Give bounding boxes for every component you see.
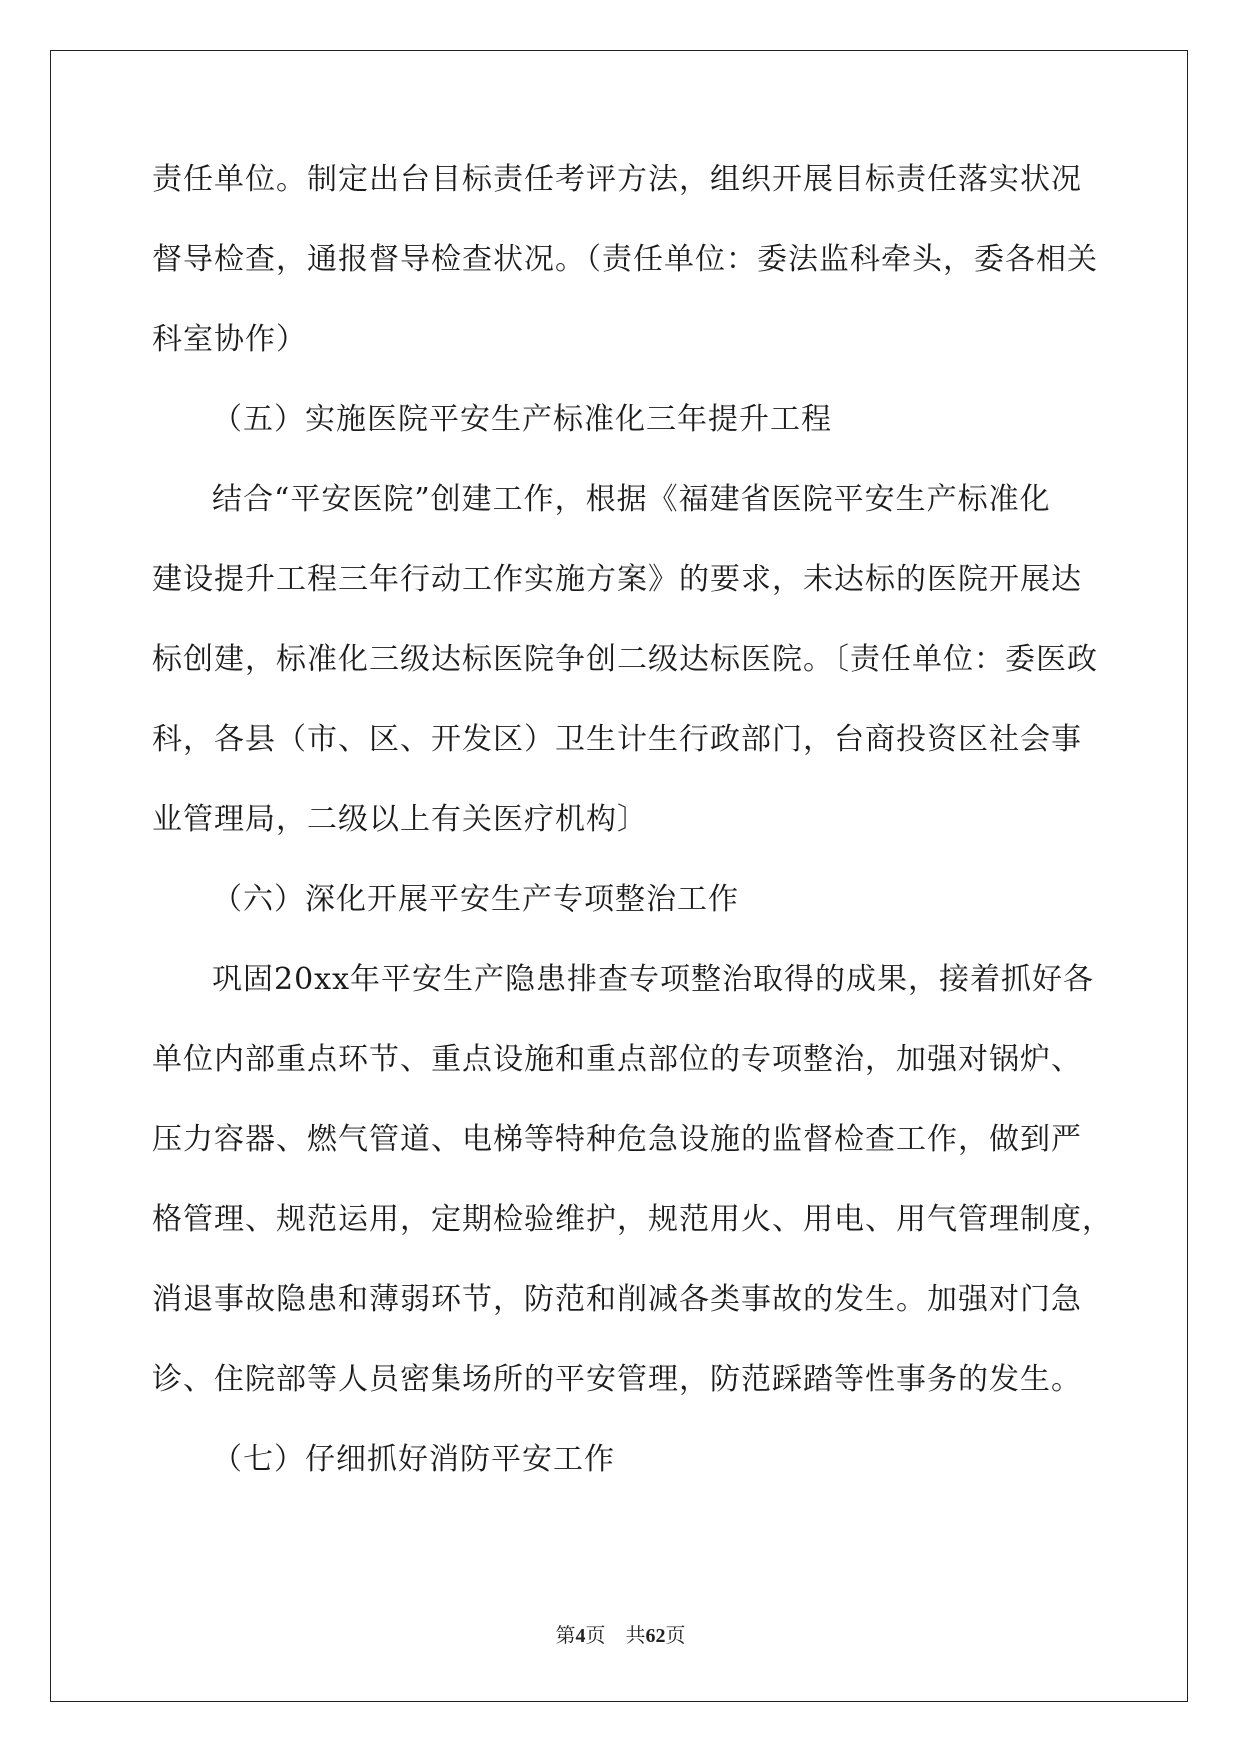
page-number-total: 62 [645, 1625, 666, 1647]
text-line: 结合“平安医院”创建工作，根据《福建省医院平安生产标准化 [212, 482, 1051, 517]
text-line: 单位内部重点环节、重点设施和重点部位的专项整治，加强对锅炉、 [152, 1042, 1082, 1077]
page-unit: 页 [585, 1625, 606, 1647]
section-heading: （六）深化开展平安生产专项整治工作 [212, 882, 739, 917]
total-unit: 页 [665, 1625, 686, 1647]
text-line: 业管理局，二级以上有关医疗机构〕 [152, 802, 648, 837]
text-line: 科，各县（市、区、开发区）卫生计生行政部门，台商投资区社会事 [152, 722, 1082, 757]
section-heading: （五）实施医院平安生产标准化三年提升工程 [212, 402, 832, 437]
page-prefix: 第 [555, 1625, 576, 1647]
document-body [152, 162, 1113, 1525]
text-line: 格管理、规范运用，定期检验维护，规范用火、用电、用气管理制度， [152, 1202, 1113, 1237]
text-line: 巩固20xx年平安生产隐患排查专项整治取得的成果，接着抓好各 [212, 962, 1095, 997]
text-line: 压力容器、燃气管道、电梯等特种危急设施的监督检查工作，做到严 [152, 1122, 1082, 1157]
text-line: 标创建，标准化三级达标医院争创二级达标医院。〔责任单位：委医政 [152, 642, 1098, 677]
page-number-current: 4 [575, 1625, 586, 1647]
text-line: 建设提升工程三年行动工作实施方案》的要求，未达标的医院开展达 [152, 562, 1082, 597]
total-prefix: 共 [625, 1625, 646, 1647]
section-heading: （七）仔细抓好消防平安工作 [212, 1442, 615, 1477]
text-line: 督导检查，通报督导检查状况。（责任单位：委法监科牵头，委各相关 [152, 242, 1098, 277]
text-line: 诊、住院部等人员密集场所的平安管理，防范踩踏等性事务的发生。 [152, 1362, 1082, 1397]
text-line: 消退事故隐患和薄弱环节，防范和削减各类事故的发生。加强对门急 [152, 1282, 1082, 1317]
page-footer [0, 1625, 1241, 1647]
text-line: 责任单位。制定出台目标责任考评方法，组织开展目标责任落实状况 [152, 162, 1082, 197]
text-line: 科室协作） [152, 322, 307, 357]
